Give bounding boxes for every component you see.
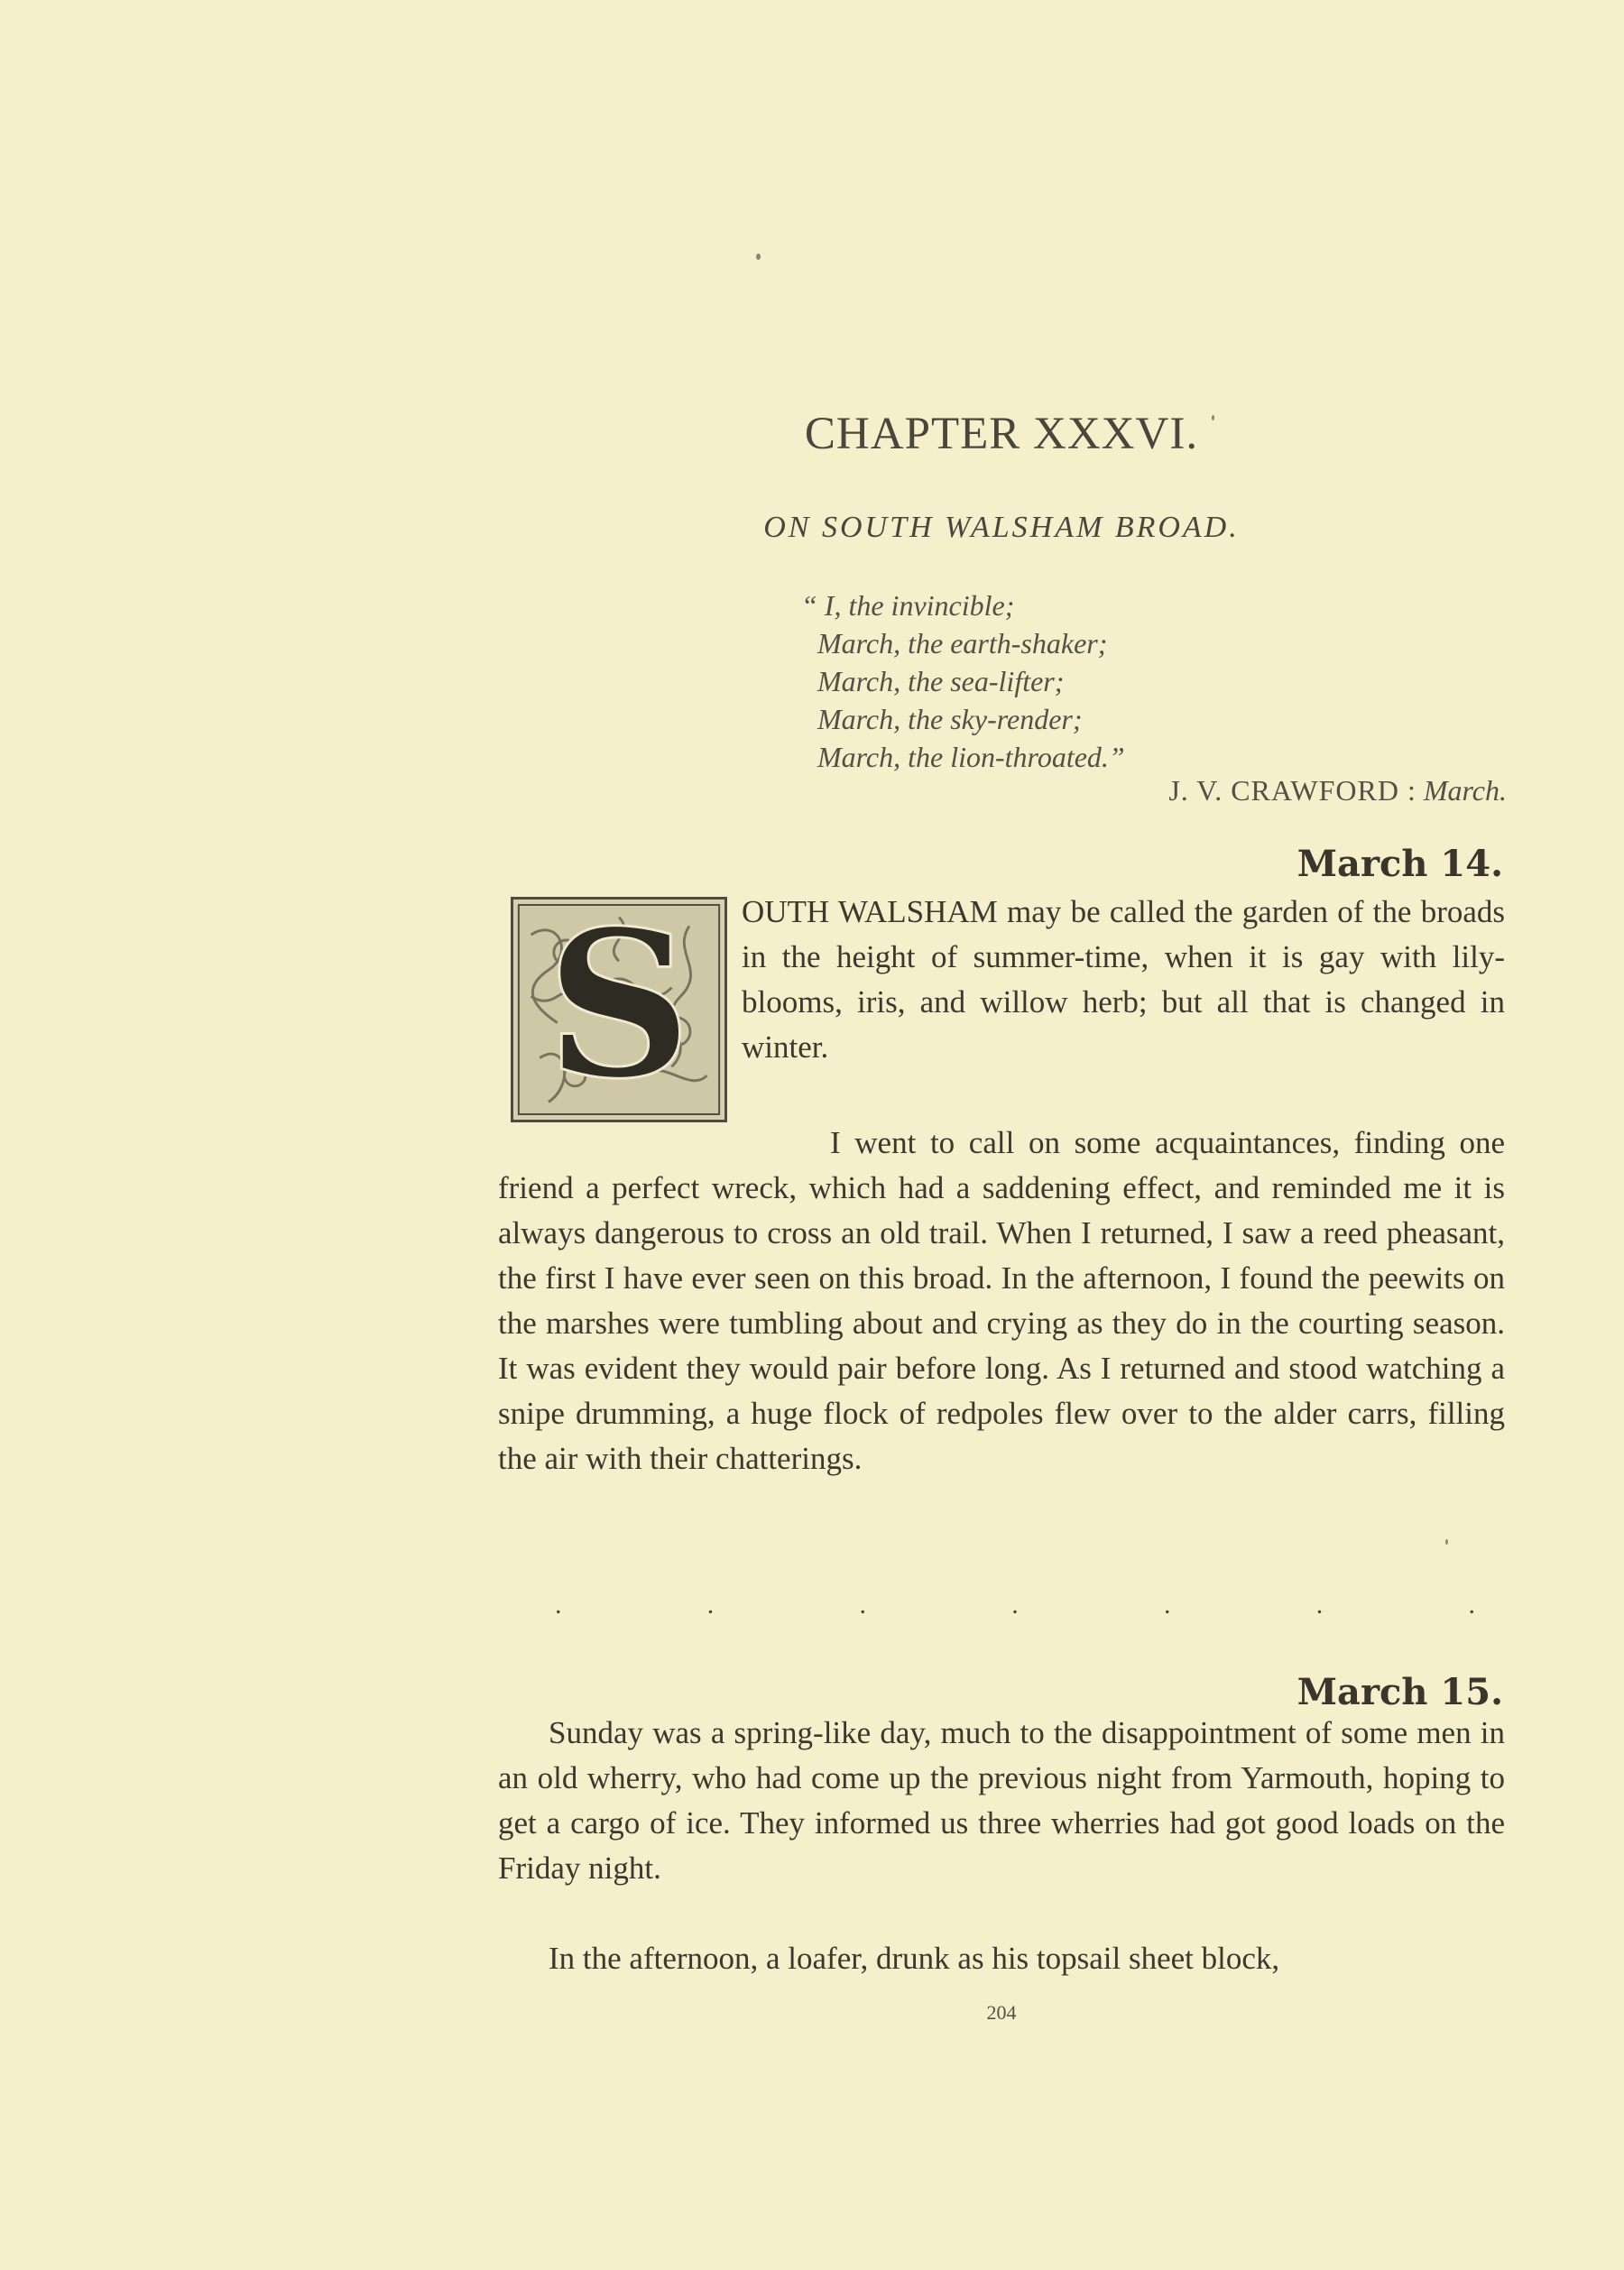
drop-cap-letter: S [546, 900, 692, 1120]
entry-date-heading: March 14. [1296, 843, 1503, 885]
epigraph-line: March, the sky-render; [817, 703, 1083, 735]
drop-cap-ornament-icon [513, 900, 724, 1120]
entry-date-heading: March 15. [1296, 1671, 1503, 1713]
chapter-title: CHAPTER XXXVI. [804, 409, 1199, 459]
chapter-subtitle: ON SOUTH WALSHAM BROAD. [763, 511, 1240, 544]
section-separator [555, 1590, 1475, 1620]
paper-speck [1445, 1539, 1448, 1545]
separator-dot: . [706, 1590, 715, 1619]
entry-paragraph: OUTH WALSHAM may be called the garden of the broads in the height of summer-time, when it is gay with lily-blooms, iris, and willow herb; but all that is changed in winter. [742, 894, 1505, 1065]
epigraph-line: “ I, the invincible; [801, 589, 1015, 622]
ornamental-drop-cap [511, 897, 727, 1122]
separator-dot: . [1315, 1590, 1324, 1619]
separator-dot: . [1468, 1590, 1475, 1619]
separator-dot: . [555, 1590, 562, 1619]
separator-dot: . [1164, 1590, 1171, 1619]
page-number: 204 [986, 2001, 1017, 2024]
entry-paragraph: In the afternoon, a loafer, drunk as his topsail sheet block, [549, 1941, 1280, 1976]
epigraph-line: March, the lion-throated.” [817, 741, 1125, 773]
epigraph-line: March, the earth-shaker; [817, 627, 1108, 660]
epigraph-line: March, the sea-lifter; [817, 665, 1065, 697]
entry-paragraph: Sunday was a spring-like day, much to the disappointment of some men in an old wherry, who had come up the previous night from Yarmouth, hoping to get a cargo of ice. They informed us three wherries had got good loads on the Friday night. [498, 1715, 1505, 1886]
epigraph-author: J. V. CRAWFORD : [1168, 774, 1416, 807]
epigraph [801, 586, 1523, 776]
epigraph-work: March. [1423, 774, 1507, 807]
epigraph-attribution [1168, 774, 1507, 807]
separator-dot: . [859, 1590, 866, 1619]
separator-dot: . [1011, 1590, 1019, 1619]
entry-paragraph: I went to call on some acquaintances, finding one friend a perfect wreck, which had a saddening effect, and reminded me it is always dangerous to cross an old trail. When I returned, I saw a reed pheasant, the first I have ever seen on this broad. In the afternoon, I found the peewits on the marshes were tumbling about and crying as they do in the courting season. It was evident they would pair before long. As I returned and stood watching a snipe drumming, a huge flock of redpoles flew over to the alder carrs, filling the air with their chatterings. [498, 1125, 1505, 1476]
paper-speck [756, 254, 761, 260]
